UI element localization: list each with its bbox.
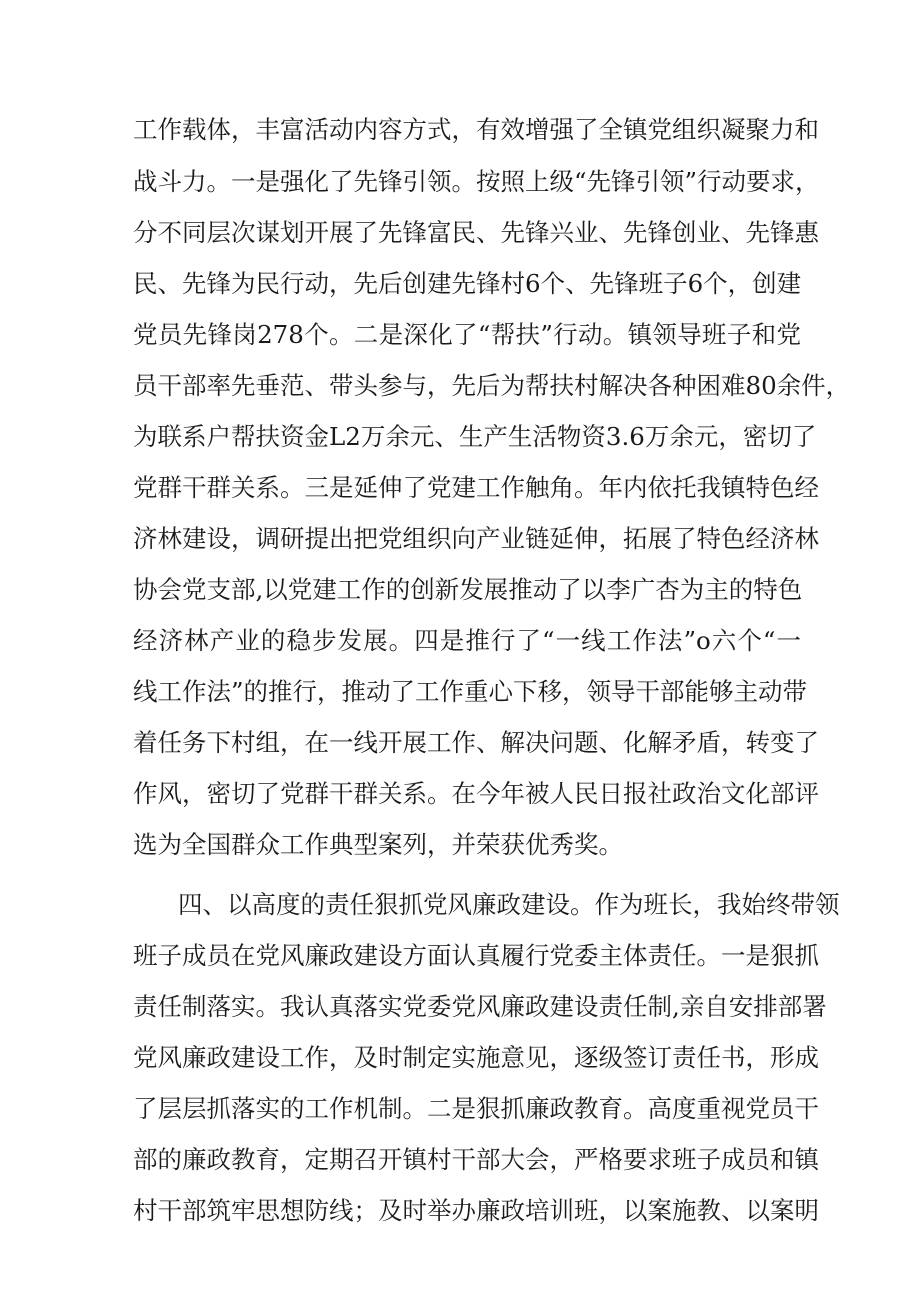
text-line: 选为全国群众工作典型案列，并荣获优秀奖。: [133, 830, 623, 859]
text-line: 党群干群关系。三是延伸了党建工作触角。年内依托我镇特色经: [133, 473, 819, 502]
text-line: 党员先锋岗278个。二是深化了“帮扶”行动。镇领导班子和党: [133, 320, 801, 349]
text-line: 了层层抓落实的工作机制。二是狠抓廉政教育。高度重视党员干: [133, 1094, 819, 1123]
text-line: 村干部筑牢思想防线；及时举办廉政培训班，以案施教、以案明: [133, 1196, 819, 1225]
text-line: 济林建设，调研提出把党组织向产业链延伸，拓展了特色经济林: [133, 524, 819, 553]
text-line: 部的廉政教育，定期召开镇村干部大会，严格要求班子成员和镇: [133, 1145, 819, 1174]
text-line: 员干部率先垂范、带头参与，先后为帮扶村解决各种困难80余件，: [133, 371, 851, 400]
text-line: 分不同层次谋划开展了先锋富民、先锋兴业、先锋创业、先锋惠: [133, 218, 819, 247]
text-line: 党风廉政建设工作，及时制定实施意见，逐级签订责任书，形成: [133, 1043, 819, 1072]
text-line: 作风，密切了党群干群关系。在今年被人民日报社政治文化部评: [133, 779, 819, 808]
text-line: 责任制落实。我认真落实党委党风廉政建设责任制,亲自安排部署: [133, 992, 827, 1021]
text-line: 协会党支部,以党建工作的创新发展推动了以李广杏为主的特色: [133, 575, 803, 604]
text-line: 民、先锋为民行动，先后创建先锋村6个、先锋班子6个，创建: [133, 269, 802, 298]
text-line: 四、以高度的责任狠抓党风廉政建设。作为班长，我始终带领: [178, 890, 840, 919]
text-line: 为联系户帮扶资金L2万余元、生产生活物资3.6万余元，密切了: [133, 422, 817, 451]
text-line: 着任务下村组，在一线开展工作、解决问题、化解矛盾，转变了: [133, 728, 819, 757]
text-line: 工作载体，丰富活动内容方式，有效增强了全镇党组织凝聚力和: [133, 115, 819, 144]
text-line: 战斗力。一是强化了先锋引领。按照上级“先锋引领”行动要求，: [133, 167, 820, 196]
text-line: 线工作法”的推行，推动了工作重心下移，领导干部能够主动带: [133, 677, 808, 706]
text-line: 经济林产业的稳步发展。四是推行了“一线工作法”o六个“一: [133, 626, 801, 655]
text-line: 班子成员在党风廉政建设方面认真履行党委主体责任。一是狠抓: [133, 941, 819, 970]
